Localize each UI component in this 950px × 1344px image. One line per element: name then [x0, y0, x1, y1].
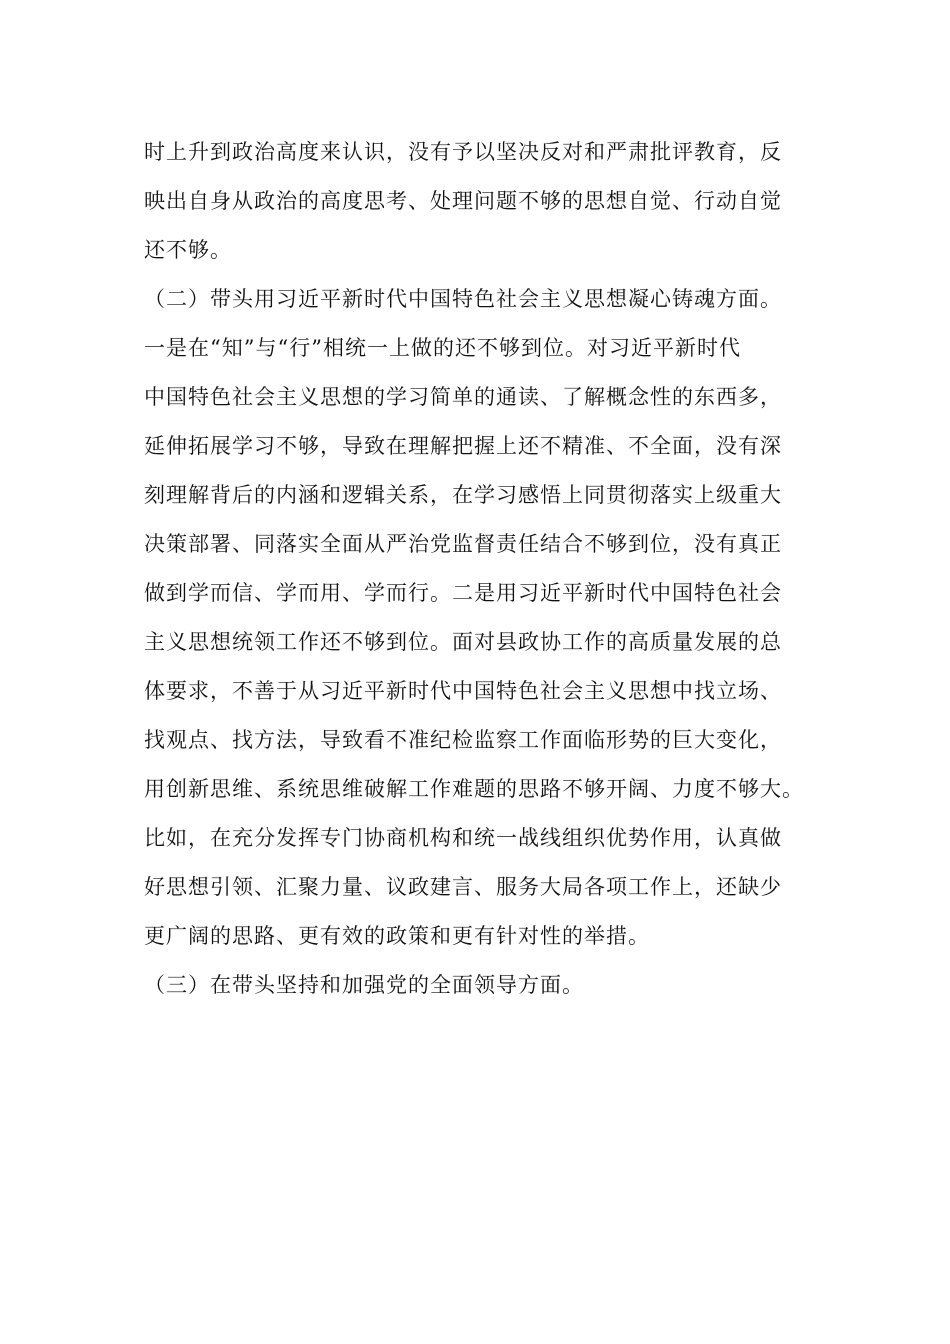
text-line: 找观点、找方法，导致看不准纪检监察工作面临形势的巨大变化， [144, 728, 782, 752]
text-line: 映出自身从政治的高度思考、处理问题不够的思想自觉、行动自觉 [144, 189, 782, 213]
text-line: 做到学而信、学而用、学而行。二是用习近平新时代中国特色社会 [144, 581, 782, 605]
section-heading-3: （三）在带头坚持和加强党的全面领导方面。 [144, 973, 584, 997]
text-line: 好思想引领、汇聚力量、议政建言、服务大局各项工作上，还缺少 [144, 875, 782, 899]
text-line: 中国特色社会主义思想的学习简单的通读、了解概念性的东西多， [144, 385, 782, 409]
text-line: 决策部署、同落实全面从严治党监督责任结合不够到位，没有真正 [144, 532, 782, 556]
text-line: 体要求，不善于从习近平新时代中国特色社会主义思想中找立场、 [144, 679, 782, 703]
text-line: 刻理解背后的内涵和逻辑关系，在学习感悟上同贯彻落实上级重大 [144, 483, 782, 507]
section-heading-2: （二）带头用习近平新时代中国特色社会主义思想凝心铸魂方面。 [144, 287, 782, 311]
text-line: 还不够。 [144, 238, 232, 262]
body-text [144, 128, 834, 1010]
text-line: 时上升到政治高度来认识，没有予以坚决反对和严肃批评教育，反 [144, 140, 782, 164]
text-line: 一是在“知”与“行”相统一上做的还不够到位。对习近平新时代 [144, 336, 741, 360]
text-line: 主义思想统领工作还不够到位。面对县政协工作的高质量发展的总 [144, 630, 782, 654]
text-line: 延伸拓展学习不够，导致在理解把握上还不精准、不全面，没有深 [144, 434, 782, 458]
text-line: 更广阔的思路、更有效的政策和更有针对性的举措。 [144, 924, 650, 948]
text-line: 用创新思维、系统思维破解工作难题的思路不够开阔、力度不够大。 [144, 777, 804, 801]
text-line: 比如，在充分发挥专门协商机构和统一战线组织优势作用，认真做 [144, 826, 782, 850]
